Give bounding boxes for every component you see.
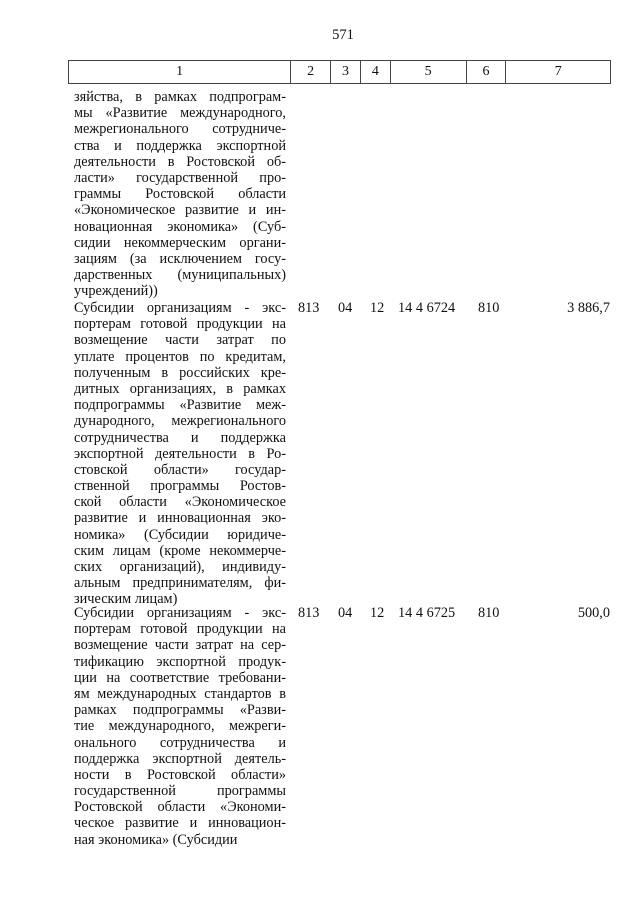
description-line: сотрудничества и поддержка: [74, 429, 286, 446]
description-line: номика» (Субсидии юридиче-: [74, 526, 286, 543]
table-header: [68, 60, 611, 84]
description-line: ности в Ростовской области»: [74, 766, 286, 783]
header-col-6: 6: [466, 61, 506, 83]
description-line: возмещение части затрат по: [74, 332, 286, 349]
description-line: дарственных (муниципальных): [74, 267, 286, 284]
description-line: возмещение части затрат на сер-: [74, 637, 286, 654]
header-col-4: 4: [360, 61, 390, 83]
subsection-code: 12: [370, 300, 385, 316]
section-code: 04: [338, 300, 353, 316]
amount: 3 886,7: [567, 300, 610, 316]
header-col-3: 3: [330, 61, 360, 83]
header-col-7: 7: [505, 61, 610, 83]
description-line: зяйства, в рамках подпрограм-: [74, 89, 286, 105]
description-line: ная экономика» (Субсидии: [74, 831, 238, 848]
description-line: тие международного, межреги-: [74, 718, 286, 735]
expense-type-code: 810: [478, 300, 500, 316]
page-number: 571: [332, 27, 354, 43]
header-col-2: 2: [290, 61, 330, 83]
description-line: ции на соответствие требовани-: [74, 669, 286, 686]
description-line: дународного, межрегионального: [74, 413, 286, 430]
description-line: граммы Ростовской области: [74, 186, 286, 203]
description-line: ства и поддержка экспортной: [74, 137, 286, 154]
description-line: тификацию экспортной продук-: [74, 653, 286, 670]
row-description: [74, 605, 286, 848]
section-code: 04: [338, 605, 353, 621]
description-line: сидии некоммерческим органи-: [74, 234, 286, 251]
description-line: ственной программы Ростов-: [74, 478, 286, 495]
description-line: полученным в российских кре-: [74, 364, 286, 381]
description-line: деятельности в Ростовской об-: [74, 153, 286, 170]
subsection-code: 12: [370, 605, 385, 621]
description-line: «Экономическое развитие и ин-: [74, 202, 286, 219]
description-line: подпрограммы «Развитие меж-: [74, 397, 286, 414]
description-line: портерам готовой продукции на: [74, 316, 286, 333]
description-line: учреждений)): [74, 283, 158, 300]
expense-type-code: 810: [478, 605, 500, 621]
row-description: [74, 300, 286, 608]
description-line: Субсидии организациям - экс-: [74, 605, 286, 621]
description-line: межрегионального сотрудниче-: [74, 121, 286, 138]
description-line: онального сотрудничества и: [74, 734, 286, 751]
header-col-1: 1: [176, 64, 184, 79]
amount: 500,0: [577, 605, 610, 621]
description-line: альным предпринимателям, фи-: [74, 575, 286, 592]
ved-code: 813: [298, 300, 320, 316]
description-line: Субсидии организациям - экс-: [74, 300, 286, 316]
description-line: рамках подпрограммы «Разви-: [74, 702, 286, 719]
description-line: ской области «Экономическое: [74, 494, 286, 511]
description-line: дитных организациях, в рамках: [74, 380, 286, 397]
description-line: новационная экономика» (Суб-: [74, 218, 286, 235]
ved-code: 813: [298, 605, 320, 621]
description-line: портерам готовой продукции на: [74, 621, 286, 638]
description-line: ским лицам (кроме некоммерче-: [74, 542, 286, 559]
description-line: развитие и инновационная эко-: [74, 510, 286, 527]
description-line: экспортной деятельности в Ро-: [74, 445, 286, 462]
description-line: мы «Развитие международного,: [74, 105, 286, 122]
target-article-code: 14 4 6725: [398, 605, 456, 621]
description-line: зическим лицам): [74, 591, 178, 608]
description-line: зациям (за исключением госу-: [74, 250, 286, 267]
description-line: Ростовской области «Экономи-: [74, 799, 286, 816]
description-line: ям международных стандартов в: [74, 685, 286, 702]
description-line: стовской области» государ-: [74, 461, 286, 478]
header-col-5: 5: [390, 61, 466, 83]
description-line: уплате процентов по кредитам,: [74, 348, 286, 365]
description-line: ских организаций), индивиду-: [74, 559, 286, 575]
row-description: [74, 89, 286, 299]
description-line: поддержка экспортной деятель-: [74, 750, 286, 767]
description-line: ласти» государственной про-: [74, 169, 286, 186]
description-line: государственной программы: [74, 783, 286, 800]
description-line: ческое развитие и инновацион-: [74, 815, 286, 832]
target-article-code: 14 4 6724: [398, 300, 456, 316]
